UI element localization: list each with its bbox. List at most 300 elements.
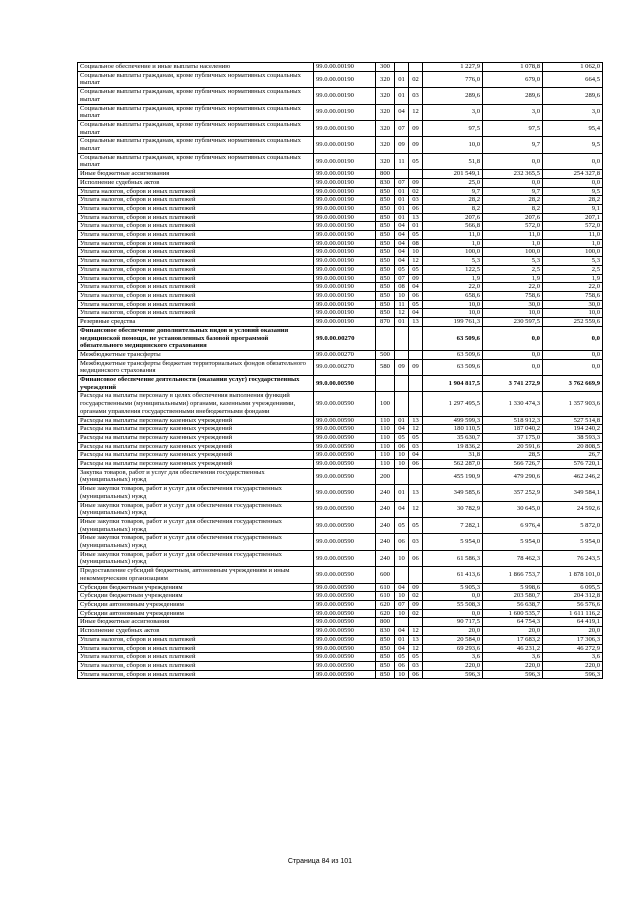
row-amount-year1: 20,0 [423,627,483,636]
row-amount-year1: 199 761,3 [423,318,483,327]
row-section: 06 [395,534,409,550]
row-amount-year1: 289,6 [423,88,483,104]
row-target-code: 99.0.00.00270 [314,350,376,359]
row-subsection: 09 [409,274,423,283]
row-expense-type: 850 [376,213,395,222]
row-target-code: 99.0.00.00190 [314,104,376,120]
row-subsection [409,618,423,627]
row-subsection: 02 [409,592,423,601]
row-amount-year1: 1 227,9 [423,63,483,72]
row-amount-year2: 0,0 [483,326,543,350]
row-target-code: 99.0.00.00590 [314,517,376,533]
row-section: 06 [395,661,409,670]
row-name: Уплата налогов, сборов и иных платежей [78,300,314,309]
row-section: 07 [395,120,409,136]
row-target-code: 99.0.00.00190 [314,300,376,309]
row-expense-type: 320 [376,71,395,87]
row-section: 04 [395,501,409,517]
row-name: Расходы на выплаты персоналу казенных учреждений [78,416,314,425]
row-amount-year2: 9,7 [483,137,543,153]
table-row [78,257,603,266]
table-row [78,71,603,87]
row-amount-year1: 0,0 [423,609,483,618]
row-amount-year2: 5 998,6 [483,583,543,592]
row-subsection: 06 [409,204,423,213]
row-amount-year3: 22,0 [543,283,603,292]
row-expense-type: 850 [376,239,395,248]
row-amount-year3: 1 878 101,0 [543,567,603,583]
row-expense-type: 870 [376,318,395,327]
row-expense-type: 850 [376,187,395,196]
row-subsection [409,392,423,416]
row-name: Уплата налогов, сборов и иных платежей [78,204,314,213]
row-amount-year3: 3 762 669,9 [543,376,603,392]
row-amount-year2: 1 330 474,3 [483,392,543,416]
row-expense-type: 240 [376,534,395,550]
row-target-code: 99.0.00.00190 [314,274,376,283]
row-section: 01 [395,71,409,87]
row-target-code: 99.0.00.00590 [314,425,376,434]
row-amount-year3: 6 095,5 [543,583,603,592]
row-expense-type: 850 [376,231,395,240]
row-amount-year2: 1,0 [483,239,543,248]
row-amount-year3: 254 327,8 [543,170,603,179]
row-amount-year2: 0,0 [483,153,543,169]
row-amount-year3: 0,0 [543,359,603,375]
page-number: Страница 84 из 101 [287,858,353,865]
row-target-code: 99.0.00.00190 [314,63,376,72]
row-amount-year3: 462 246,2 [543,468,603,484]
row-name: Уплата налогов, сборов и иных платежей [78,661,314,670]
row-name: Иные бюджетные ассигнования [78,618,314,627]
table-row [78,204,603,213]
table-row [78,501,603,517]
row-amount-year3: 46 272,9 [543,644,603,653]
row-subsection: 10 [409,248,423,257]
row-section: 01 [395,416,409,425]
row-subsection: 02 [409,71,423,87]
row-section: 04 [395,644,409,653]
row-expense-type: 850 [376,309,395,318]
row-amount-year1: 22,0 [423,283,483,292]
row-target-code: 99.0.00.00590 [314,433,376,442]
row-amount-year3: 596,3 [543,670,603,679]
row-name: Уплата налогов, сборов и иных платежей [78,196,314,205]
row-expense-type: 110 [376,451,395,460]
table-row [78,618,603,627]
row-amount-year3: 100,0 [543,248,603,257]
table-row [78,601,603,610]
row-subsection: 01 [409,222,423,231]
row-name: Уплата налогов, сборов и иных платежей [78,644,314,653]
row-name: Уплата налогов, сборов и иных платежей [78,248,314,257]
row-name: Социальное обеспечение и иные выплаты населению [78,63,314,72]
table-row [78,170,603,179]
row-amount-year2: 78 462,3 [483,550,543,566]
row-expense-type: 850 [376,265,395,274]
row-section: 10 [395,451,409,460]
table-row [78,567,603,583]
row-amount-year1: 7 282,1 [423,517,483,533]
row-amount-year1: 180 110,5 [423,425,483,434]
row-name: Уплата налогов, сборов и иных платежей [78,635,314,644]
row-section: 10 [395,609,409,618]
row-name: Социальные выплаты гражданам, кроме публичных нормативных социальных выплат [78,153,314,169]
row-name: Уплата налогов, сборов и иных платежей [78,257,314,266]
row-subsection: 09 [409,359,423,375]
row-amount-year2: 8,2 [483,204,543,213]
row-amount-year3: 0,0 [543,178,603,187]
row-section: 10 [395,592,409,601]
table-row [78,283,603,292]
row-amount-year1: 69 293,6 [423,644,483,653]
row-section: 04 [395,425,409,434]
row-amount-year2: 20,0 [483,627,543,636]
table-row [78,231,603,240]
row-target-code: 99.0.00.00190 [314,309,376,318]
row-target-code: 99.0.00.00590 [314,392,376,416]
row-expense-type: 850 [376,291,395,300]
table-row [78,274,603,283]
row-amount-year1: 10,0 [423,300,483,309]
row-expense-type: 320 [376,153,395,169]
table-row [78,178,603,187]
row-name: Уплата налогов, сборов и иных платежей [78,274,314,283]
row-amount-year1: 10,0 [423,309,483,318]
row-amount-year1: 25,0 [423,178,483,187]
row-subsection: 03 [409,88,423,104]
row-amount-year1: 51,8 [423,153,483,169]
row-amount-year2: 28,5 [483,451,543,460]
row-name: Уплата налогов, сборов и иных платежей [78,239,314,248]
row-amount-year2: 758,6 [483,291,543,300]
row-amount-year3: 56 576,6 [543,601,603,610]
row-expense-type: 320 [376,120,395,136]
row-section: 04 [395,583,409,592]
row-subsection: 12 [409,627,423,636]
row-amount-year1: 28,2 [423,196,483,205]
row-target-code: 99.0.00.00590 [314,501,376,517]
row-subsection: 03 [409,661,423,670]
row-target-code: 99.0.00.00190 [314,248,376,257]
row-section: 05 [395,433,409,442]
row-expense-type: 610 [376,592,395,601]
table-row [78,392,603,416]
row-name: Социальные выплаты гражданам, кроме публичных нормативных социальных выплат [78,120,314,136]
row-amount-year3: 0,0 [543,153,603,169]
row-amount-year3: 0,0 [543,326,603,350]
row-subsection: 02 [409,187,423,196]
row-target-code: 99.0.00.00190 [314,283,376,292]
row-name: Иные закупки товаров, работ и услуг для обеспечения государственных (муниципальных) нужд [78,550,314,566]
row-section: 09 [395,359,409,375]
row-target-code: 99.0.00.00190 [314,88,376,104]
table-row [78,88,603,104]
row-target-code: 99.0.00.00590 [314,485,376,501]
row-name: Финансовое обеспечение дополнительных видов и условий оказания медицинской помощи, не установленных базовой программой обязательного медицинского страхования [78,326,314,350]
table-row [78,248,603,257]
row-expense-type [376,376,395,392]
row-subsection: 05 [409,433,423,442]
row-amount-year3: 9,5 [543,137,603,153]
row-amount-year1: 1 297 495,5 [423,392,483,416]
row-amount-year3: 664,5 [543,71,603,87]
row-expense-type: 850 [376,274,395,283]
row-expense-type: 800 [376,170,395,179]
row-expense-type: 850 [376,204,395,213]
row-subsection: 03 [409,196,423,205]
row-target-code: 99.0.00.00590 [314,534,376,550]
row-section: 01 [395,485,409,501]
row-amount-year3: 3,0 [543,104,603,120]
row-amount-year3: 3,6 [543,653,603,662]
row-expense-type: 240 [376,501,395,517]
table-row [78,137,603,153]
row-name: Субсидии автономным учреждениям [78,609,314,618]
row-target-code: 99.0.00.00190 [314,213,376,222]
row-name: Расходы на выплаты персоналу в целях обеспечения выполнения функций государственными (муниципальными) органами, казенными учреждениями, органами управления государственными внебюджетными фондами [78,392,314,416]
row-section [395,567,409,583]
row-section: 10 [395,291,409,300]
row-expense-type: 830 [376,627,395,636]
row-amount-year3: 20,0 [543,627,603,636]
row-amount-year2: 97,5 [483,120,543,136]
row-amount-year3: 38 593,3 [543,433,603,442]
table-row [78,627,603,636]
row-subsection [409,63,423,72]
row-amount-year3: 1 062,0 [543,63,603,72]
row-subsection: 13 [409,318,423,327]
row-target-code: 99.0.00.00590 [314,583,376,592]
row-name: Уплата налогов, сборов и иных платежей [78,265,314,274]
row-section: 08 [395,283,409,292]
row-subsection: 09 [409,583,423,592]
row-subsection: 13 [409,485,423,501]
row-subsection [409,170,423,179]
table-row [78,213,603,222]
row-target-code: 99.0.00.00590 [314,618,376,627]
table-row [78,376,603,392]
row-section: 04 [395,104,409,120]
row-subsection: 05 [409,517,423,533]
row-target-code: 99.0.00.00190 [314,187,376,196]
row-subsection: 13 [409,416,423,425]
row-section [395,170,409,179]
row-subsection [409,376,423,392]
row-section: 01 [395,204,409,213]
table-row [78,239,603,248]
row-section: 05 [395,653,409,662]
row-target-code: 99.0.00.00590 [314,627,376,636]
row-amount-year3: 20 808,5 [543,442,603,451]
row-target-code: 99.0.00.00190 [314,204,376,213]
row-subsection: 04 [409,283,423,292]
row-target-code: 99.0.00.00590 [314,661,376,670]
row-name: Исполнение судебных актов [78,178,314,187]
row-name: Иные закупки товаров, работ и услуг для обеспечения государственных (муниципальных) нужд [78,501,314,517]
row-subsection: 08 [409,239,423,248]
row-amount-year2: 1 866 753,7 [483,567,543,583]
table-row [78,187,603,196]
row-subsection: 04 [409,451,423,460]
row-expense-type: 110 [376,433,395,442]
row-amount-year1: 3,0 [423,104,483,120]
row-amount-year3: 204 312,8 [543,592,603,601]
row-subsection: 02 [409,609,423,618]
row-name: Уплата налогов, сборов и иных платежей [78,213,314,222]
row-expense-type: 100 [376,392,395,416]
row-subsection: 06 [409,460,423,469]
row-name: Финансовое обеспечение деятельности (оказания услуг) государственных учреждений [78,376,314,392]
row-name: Межбюджетные трансферты [78,350,314,359]
row-target-code: 99.0.00.00190 [314,239,376,248]
row-section: 04 [395,231,409,240]
table-row [78,153,603,169]
row-amount-year2: 56 638,7 [483,601,543,610]
table-row [78,644,603,653]
row-target-code: 99.0.00.00590 [314,416,376,425]
row-amount-year3: 289,6 [543,88,603,104]
table-row [78,635,603,644]
row-section: 01 [395,318,409,327]
row-amount-year1: 220,0 [423,661,483,670]
row-target-code: 99.0.00.00270 [314,326,376,350]
table-row [78,583,603,592]
row-section [395,376,409,392]
row-amount-year1: 61 586,3 [423,550,483,566]
row-subsection [409,326,423,350]
row-amount-year1: 1,9 [423,274,483,283]
row-expense-type: 320 [376,137,395,153]
table-row [78,451,603,460]
row-amount-year2: 3 741 272,9 [483,376,543,392]
row-amount-year1: 31,8 [423,451,483,460]
row-target-code: 99.0.00.00190 [314,222,376,231]
row-amount-year1: 35 630,7 [423,433,483,442]
row-amount-year2: 187 040,2 [483,425,543,434]
row-expense-type: 580 [376,359,395,375]
row-amount-year2: 203 580,7 [483,592,543,601]
row-expense-type: 240 [376,550,395,566]
row-amount-year2: 30 645,0 [483,501,543,517]
table-row [78,326,603,350]
table-row [78,120,603,136]
table-row [78,670,603,679]
row-subsection: 09 [409,601,423,610]
table-row [78,468,603,484]
table-row [78,653,603,662]
row-amount-year2: 64 754,3 [483,618,543,627]
row-amount-year1: 90 717,5 [423,618,483,627]
row-amount-year3: 30,0 [543,300,603,309]
row-subsection: 05 [409,153,423,169]
row-amount-year2: 1 600 535,7 [483,609,543,618]
row-amount-year2: 2,5 [483,265,543,274]
row-section: 01 [395,187,409,196]
row-amount-year1: 1 904 817,5 [423,376,483,392]
row-amount-year2: 207,6 [483,213,543,222]
row-amount-year1: 11,0 [423,231,483,240]
row-target-code: 99.0.00.00190 [314,291,376,300]
row-section: 01 [395,213,409,222]
row-amount-year2: 30,0 [483,300,543,309]
row-amount-year2: 28,2 [483,196,543,205]
row-section: 04 [395,257,409,266]
table-row [78,196,603,205]
row-name: Расходы на выплаты персоналу казенных учреждений [78,460,314,469]
row-name: Предоставление субсидий бюджетным, автономным учреждениям и иным некоммерческим организациям [78,567,314,583]
row-amount-year3: 26,7 [543,451,603,460]
row-amount-year3: 10,0 [543,309,603,318]
row-target-code: 99.0.00.00590 [314,601,376,610]
row-amount-year1: 349 585,6 [423,485,483,501]
row-amount-year2: 679,0 [483,71,543,87]
row-subsection: 12 [409,257,423,266]
row-target-code: 99.0.00.00190 [314,257,376,266]
row-name: Расходы на выплаты персоналу казенных учреждений [78,433,314,442]
row-target-code: 99.0.00.00590 [314,653,376,662]
row-amount-year1: 63 509,6 [423,359,483,375]
table-row [78,433,603,442]
row-amount-year2: 10,0 [483,309,543,318]
table-row [78,350,603,359]
row-subsection: 12 [409,104,423,120]
row-target-code: 99.0.00.00590 [314,609,376,618]
row-section [395,468,409,484]
row-amount-year3: 0,0 [543,350,603,359]
table-row [78,265,603,274]
row-amount-year1: 3,6 [423,653,483,662]
row-expense-type: 110 [376,442,395,451]
row-subsection: 05 [409,653,423,662]
row-target-code: 99.0.00.00590 [314,468,376,484]
row-target-code: 99.0.00.00590 [314,644,376,653]
row-amount-year3: 220,0 [543,661,603,670]
row-amount-year1: 596,3 [423,670,483,679]
row-name: Социальные выплаты гражданам, кроме публичных нормативных социальных выплат [78,71,314,87]
row-amount-year2: 9,7 [483,187,543,196]
row-target-code: 99.0.00.00590 [314,567,376,583]
row-expense-type: 240 [376,485,395,501]
row-subsection: 05 [409,231,423,240]
row-subsection [409,350,423,359]
row-amount-year2: 3,0 [483,104,543,120]
row-section: 10 [395,550,409,566]
row-subsection: 03 [409,534,423,550]
row-amount-year2: 0,0 [483,350,543,359]
row-amount-year2: 5,3 [483,257,543,266]
row-amount-year1: 5 954,0 [423,534,483,550]
row-section: 04 [395,248,409,257]
row-amount-year1: 122,5 [423,265,483,274]
row-section: 10 [395,670,409,679]
row-amount-year3: 1 357 903,6 [543,392,603,416]
row-expense-type: 850 [376,644,395,653]
row-amount-year3: 252 559,6 [543,318,603,327]
row-section [395,326,409,350]
row-amount-year3: 758,6 [543,291,603,300]
row-amount-year3: 1,9 [543,274,603,283]
row-target-code: 99.0.00.00590 [314,460,376,469]
row-section: 06 [395,442,409,451]
row-section: 11 [395,300,409,309]
row-target-code: 99.0.00.00190 [314,153,376,169]
row-amount-year2: 1 078,8 [483,63,543,72]
row-expense-type: 850 [376,257,395,266]
row-section: 01 [395,635,409,644]
row-subsection: 05 [409,265,423,274]
row-name: Уплата налогов, сборов и иных платежей [78,670,314,679]
